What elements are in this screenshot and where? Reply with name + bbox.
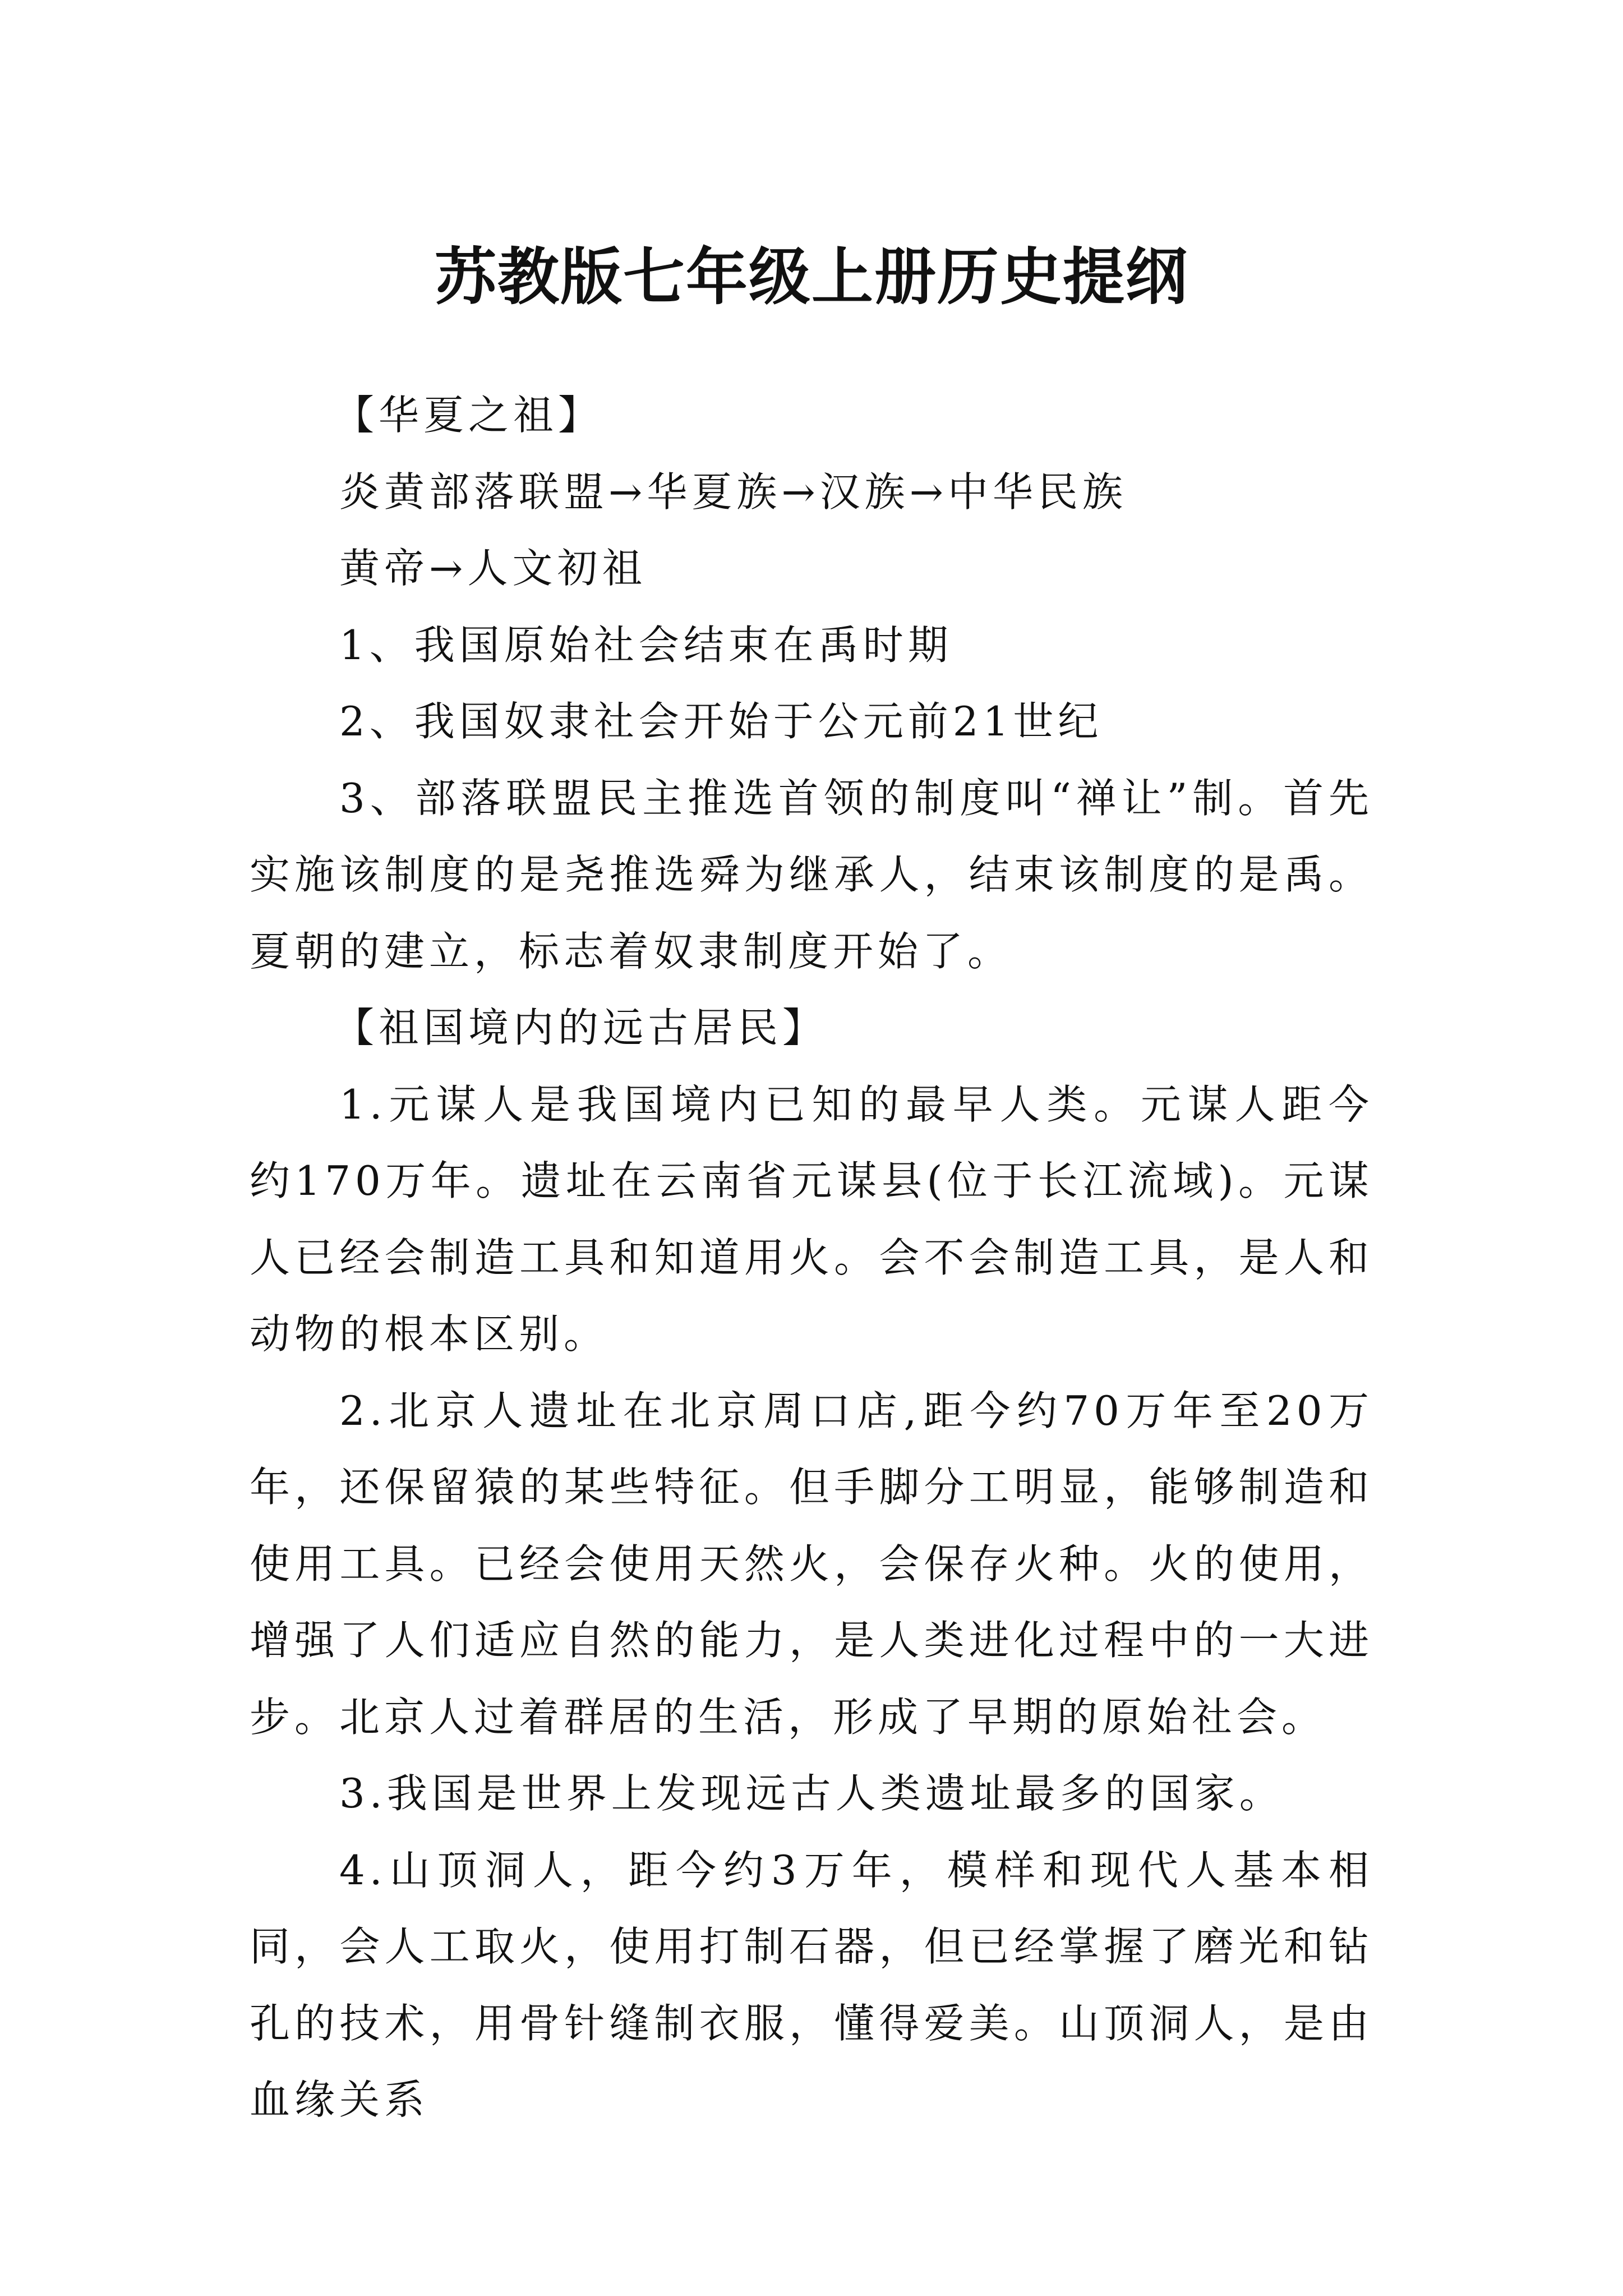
section-heading-ancient-residents: 【祖国境内的远古居民】 [334, 1004, 828, 1051]
paragraph-ethnic-lineage: 炎黄部落联盟→华夏族→汉族→中华民族 [339, 468, 1127, 516]
page-title: 苏教版七年级上册历史提纲 [435, 240, 1188, 313]
paragraph-yuanmou: 1.元谋人是我国境内已知的最早人类。元谋人距今约170万年。遗址在云南省元谋县(位于长江流域)。元谋人已经会制造工具和知道用火。会不会制造工具，是人和动物的根本区别。 [250, 1080, 1373, 1358]
paragraph-sites: 3.我国是世界上发现远古人类遗址最多的国家。 [339, 1770, 1284, 1817]
paragraph-huangdi: 黄帝→人文初祖 [339, 545, 647, 592]
paragraph-upper-cave-man: 4.山顶洞人，距今约3万年，模样和现代人基本相同，会人工取火，使用打制石器，但已经掌握了磨光和钻孔的技术，用骨针缝制衣服，懂得爱美。山顶洞人，是由血缘关系 [250, 1846, 1373, 2123]
paragraph-item-3: 3、部落联盟民主推选首领的制度叫“禅让”制。首先实施该制度的是尧推选舜为继承人，结束该制度的是禹。夏朝的建立，标志着奴隶制度开始了。 [250, 774, 1373, 975]
paragraph-peking-man: 2.北京人遗址在北京周口店,距今约70万年至20万年，还保留猿的某些特征。但手脚分工明显，能够制造和使用工具。已经会使用天然火，会保存火种。火的使用，增强了人们适应自然的能力，是人类进化过程中的一大进步。北京人过着群居的生活，形成了早期的原始社会。 [250, 1387, 1373, 1741]
paragraph-item-2: 2、我国奴隶社会开始于公元前21世纪 [339, 698, 1103, 745]
paragraph-item-1: 1、我国原始社会结束在禹时期 [339, 621, 953, 669]
document-body [250, 377, 1373, 2138]
section-heading-huaxia: 【华夏之祖】 [334, 392, 603, 439]
